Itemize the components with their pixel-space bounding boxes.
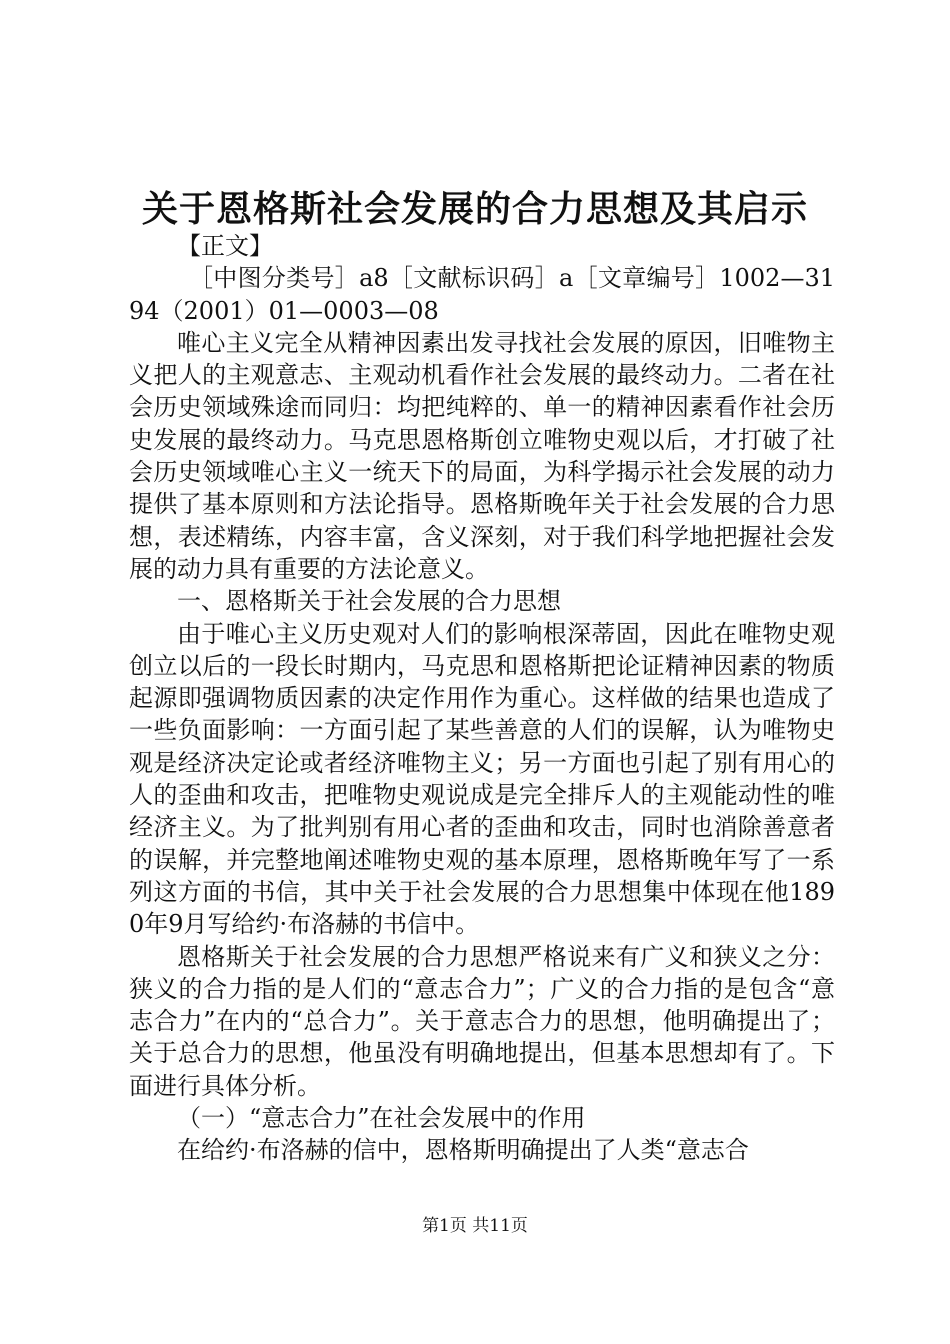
page-footer: 第1页 共11页 [422, 1216, 528, 1236]
document-title: 关于恩格斯社会发展的合力思想及其启示 [141, 188, 808, 230]
paragraph-continued: 在给约·布洛赫的信中，恩格斯明确提出了人类“意志合 [177, 1136, 749, 1165]
paragraph-background: 由于唯心主义历史观对人们的影响根深蒂固，因此在唯物史观创立以后的一段长时期内，马克思和恩格斯把论证精神因素的物质起源即强调物质因素的决定作用作为重心。这样做的结果也造成了一些负面影响：一方面引起了某些善意的人们的误解，认为唯物史观是经济决定论或者经济唯物主义；另一方面也引起了别有用心的人的歪曲和攻击，把唯物史观说成是完全排斥人的主观能动性的唯经济主义。为了批判别有用心者的歪曲和攻击，同时也消除善意者的误解，并完整地阐述唯物史观的基本原理，恩格斯晚年写了一系列这方面的书信，其中关于社会发展的合力思想集中体现在他1890年9月写给约·布洛赫的书信中。 [129, 619, 835, 939]
subsection-heading-1: （一）“意志合力”在社会发展中的作用 [177, 1104, 586, 1133]
paragraph-intro: 唯心主义完全从精神因素出发寻找社会发展的原因，旧唯物主义把人的主观意志、主观动机看作社会发展的最终动力。二者在社会历史领域殊途而同归：均把纯粹的、单一的精神因素看作社会历史发展的最终动力。马克思恩格斯创立唯物史观以后，才打破了社会历史领域唯心主义一统天下的局面，为科学揭示社会发展的动力提供了基本原则和方法论指导。恩格斯晚年关于社会发展的合力思想，表述精练，内容丰富，含义深刻，对于我们科学地把握社会发展的动力具有重要的方法论意义。 [129, 328, 835, 583]
document-body [129, 230, 835, 1167]
paragraph-distinction: 恩格斯关于社会发展的合力思想严格说来有广义和狭义之分：狭义的合力指的是人们的“意志合力”；广义的合力指的是包含“意志合力”在内的“总合力”。关于意志合力的思想，他明确提出了；关于总合力的思想，他虽没有明确地提出，但基本思想却有了。下面进行具体分析。 [129, 942, 835, 1100]
classification-line: ［中图分类号］a8［文献标识码］a［文章编号］1002—3194（2001）01—0003—08 [129, 264, 835, 325]
section-heading-1: 一、恩格斯关于社会发展的合力思想 [177, 587, 561, 616]
section-label: 【正文】 [177, 232, 273, 260]
